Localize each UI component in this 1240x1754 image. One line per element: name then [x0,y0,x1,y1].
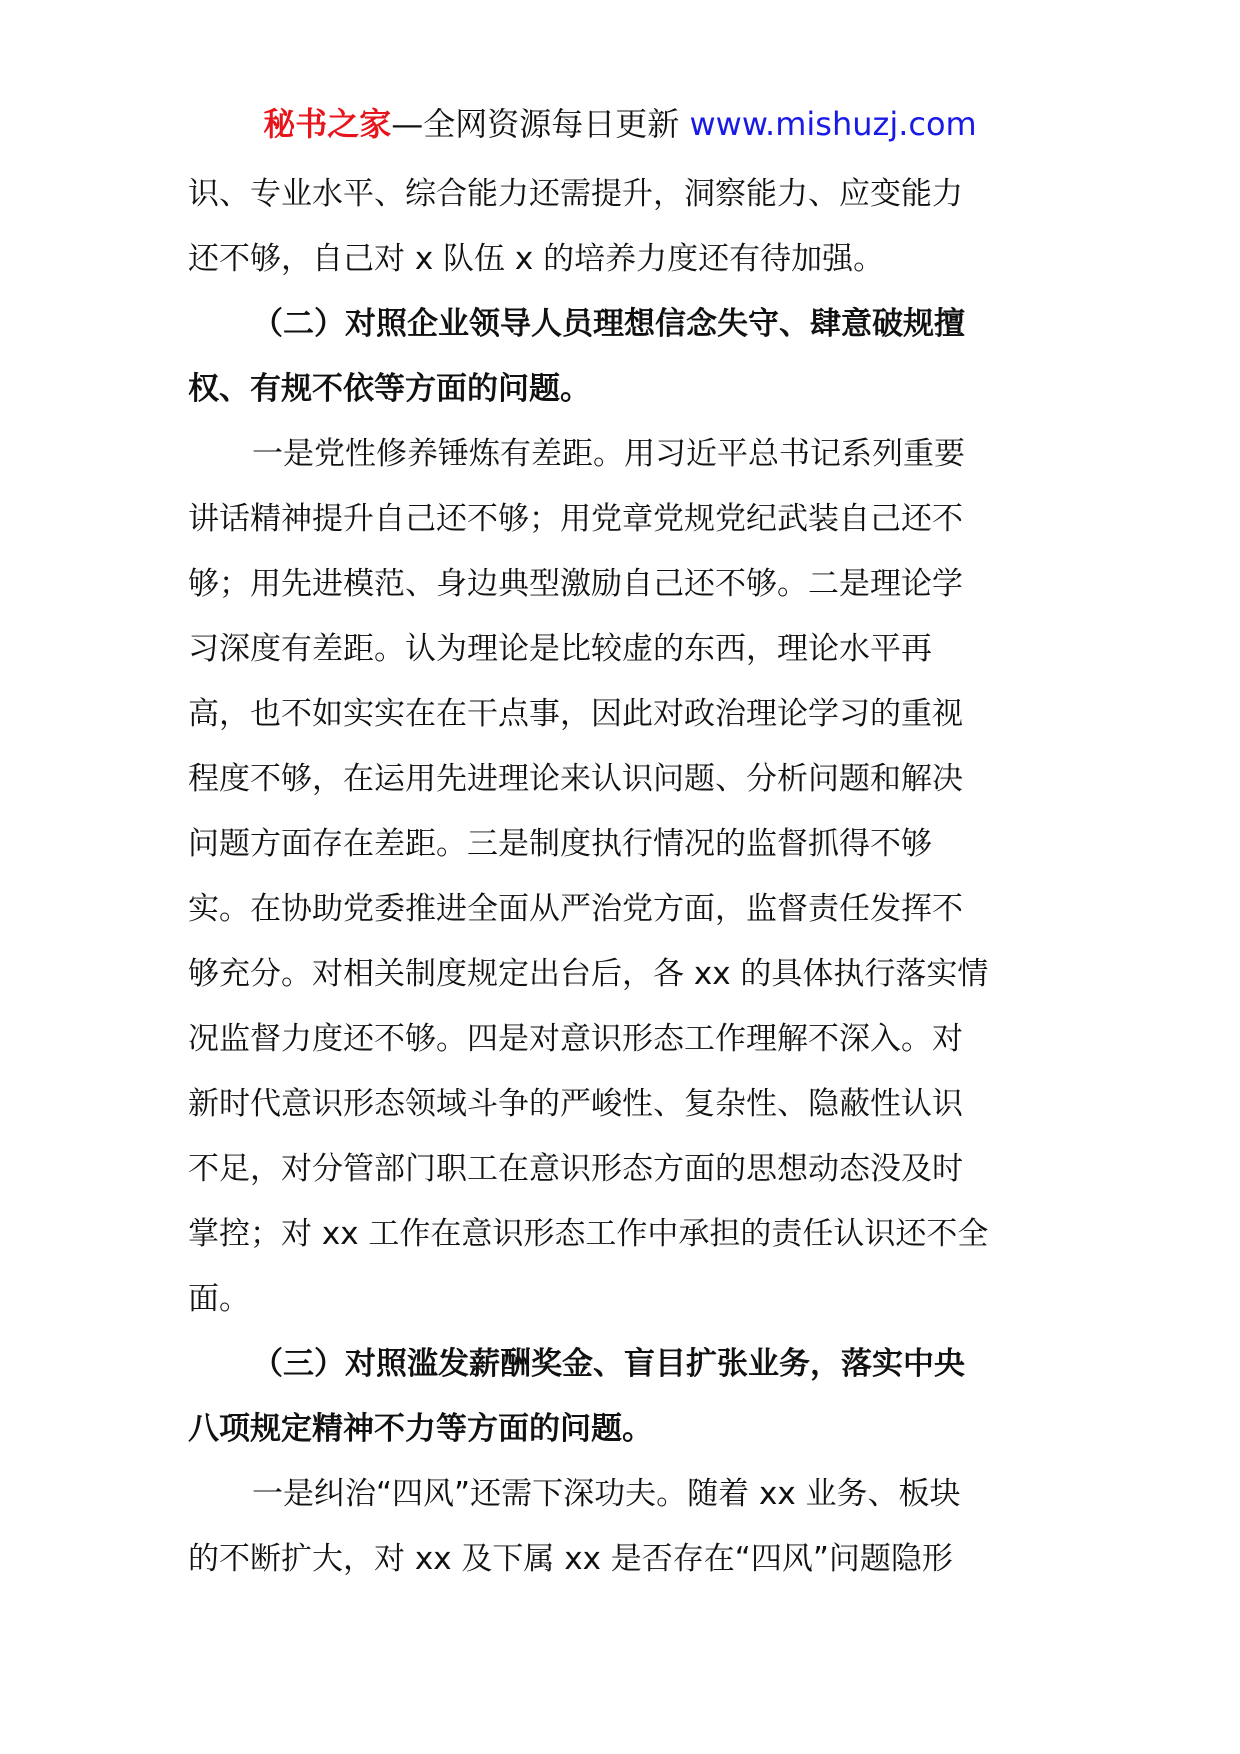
paragraph-line: 掌控；对 xx 工作在意识形态工作中承担的责任认识还不全 [188,1216,989,1252]
paragraph-line: 况监督力度还不够。四是对意识形态工作理解不深入。对 [188,1021,963,1057]
paragraph-line: 讲话精神提升自己还不够；用党章党规党纪武装自己还不 [188,501,963,537]
paragraph-line: 高，也不如实实在在干点事，因此对政治理论学习的重视 [188,696,963,732]
paragraph-line: 习深度有差距。认为理论是比较虚的东西，理论水平再 [188,631,932,667]
paragraph-line: 实。在协助党委推进全面从严治党方面，监督责任发挥不 [188,891,963,927]
paragraph-line: 够充分。对相关制度规定出台后，各 xx 的具体执行落实情 [188,956,989,992]
paragraph-line: 不足，对分管部门职工在意识形态方面的思想动态没及时 [188,1151,963,1187]
section-heading-line: 八项规定精神不力等方面的问题。 [188,1411,653,1447]
section-heading-line: （三）对照滥发薪酬奖金、盲目扩张业务，落实中央 [252,1346,965,1382]
section-heading-line: 权、有规不依等方面的问题。 [188,371,591,407]
paragraph-line: 的不断扩大，对 xx 及下属 xx 是否存在“四风”问题隐形 [188,1541,953,1577]
paragraph-line: 程度不够，在运用先进理论来认识问题、分析问题和解决 [188,761,963,797]
paragraph-line: 新时代意识形态领域斗争的严峻性、复杂性、隐蔽性认识 [188,1086,963,1122]
paragraph-line: 一是党性修养锤炼有差距。用习近平总书记系列重要 [252,436,965,472]
paragraph-line: 够；用先进模范、身边典型激励自己还不够。二是理论学 [188,566,963,602]
document-body [188,162,1058,1592]
paragraph-line: 还不够，自己对 x 队伍 x 的培养力度还有待加强。 [188,241,885,277]
header-tagline: —全网资源每日更新 [391,105,690,143]
paragraph-line: 识、专业水平、综合能力还需提升，洞察能力、应变能力 [188,176,963,212]
brand-name: 秘书之家 [263,105,392,143]
paragraph-line: 问题方面存在差距。三是制度执行情况的监督抓得不够 [188,826,932,862]
section-heading-line: （二）对照企业领导人员理想信念失守、肆意破规擅 [252,306,965,342]
site-url: www.mishuzj.com [689,105,977,143]
paragraph-line: 一是纠治“四风”还需下深功夫。随着 xx 业务、板块 [252,1476,961,1512]
watermark-header [0,98,1240,150]
paragraph-line: 面。 [188,1281,250,1317]
